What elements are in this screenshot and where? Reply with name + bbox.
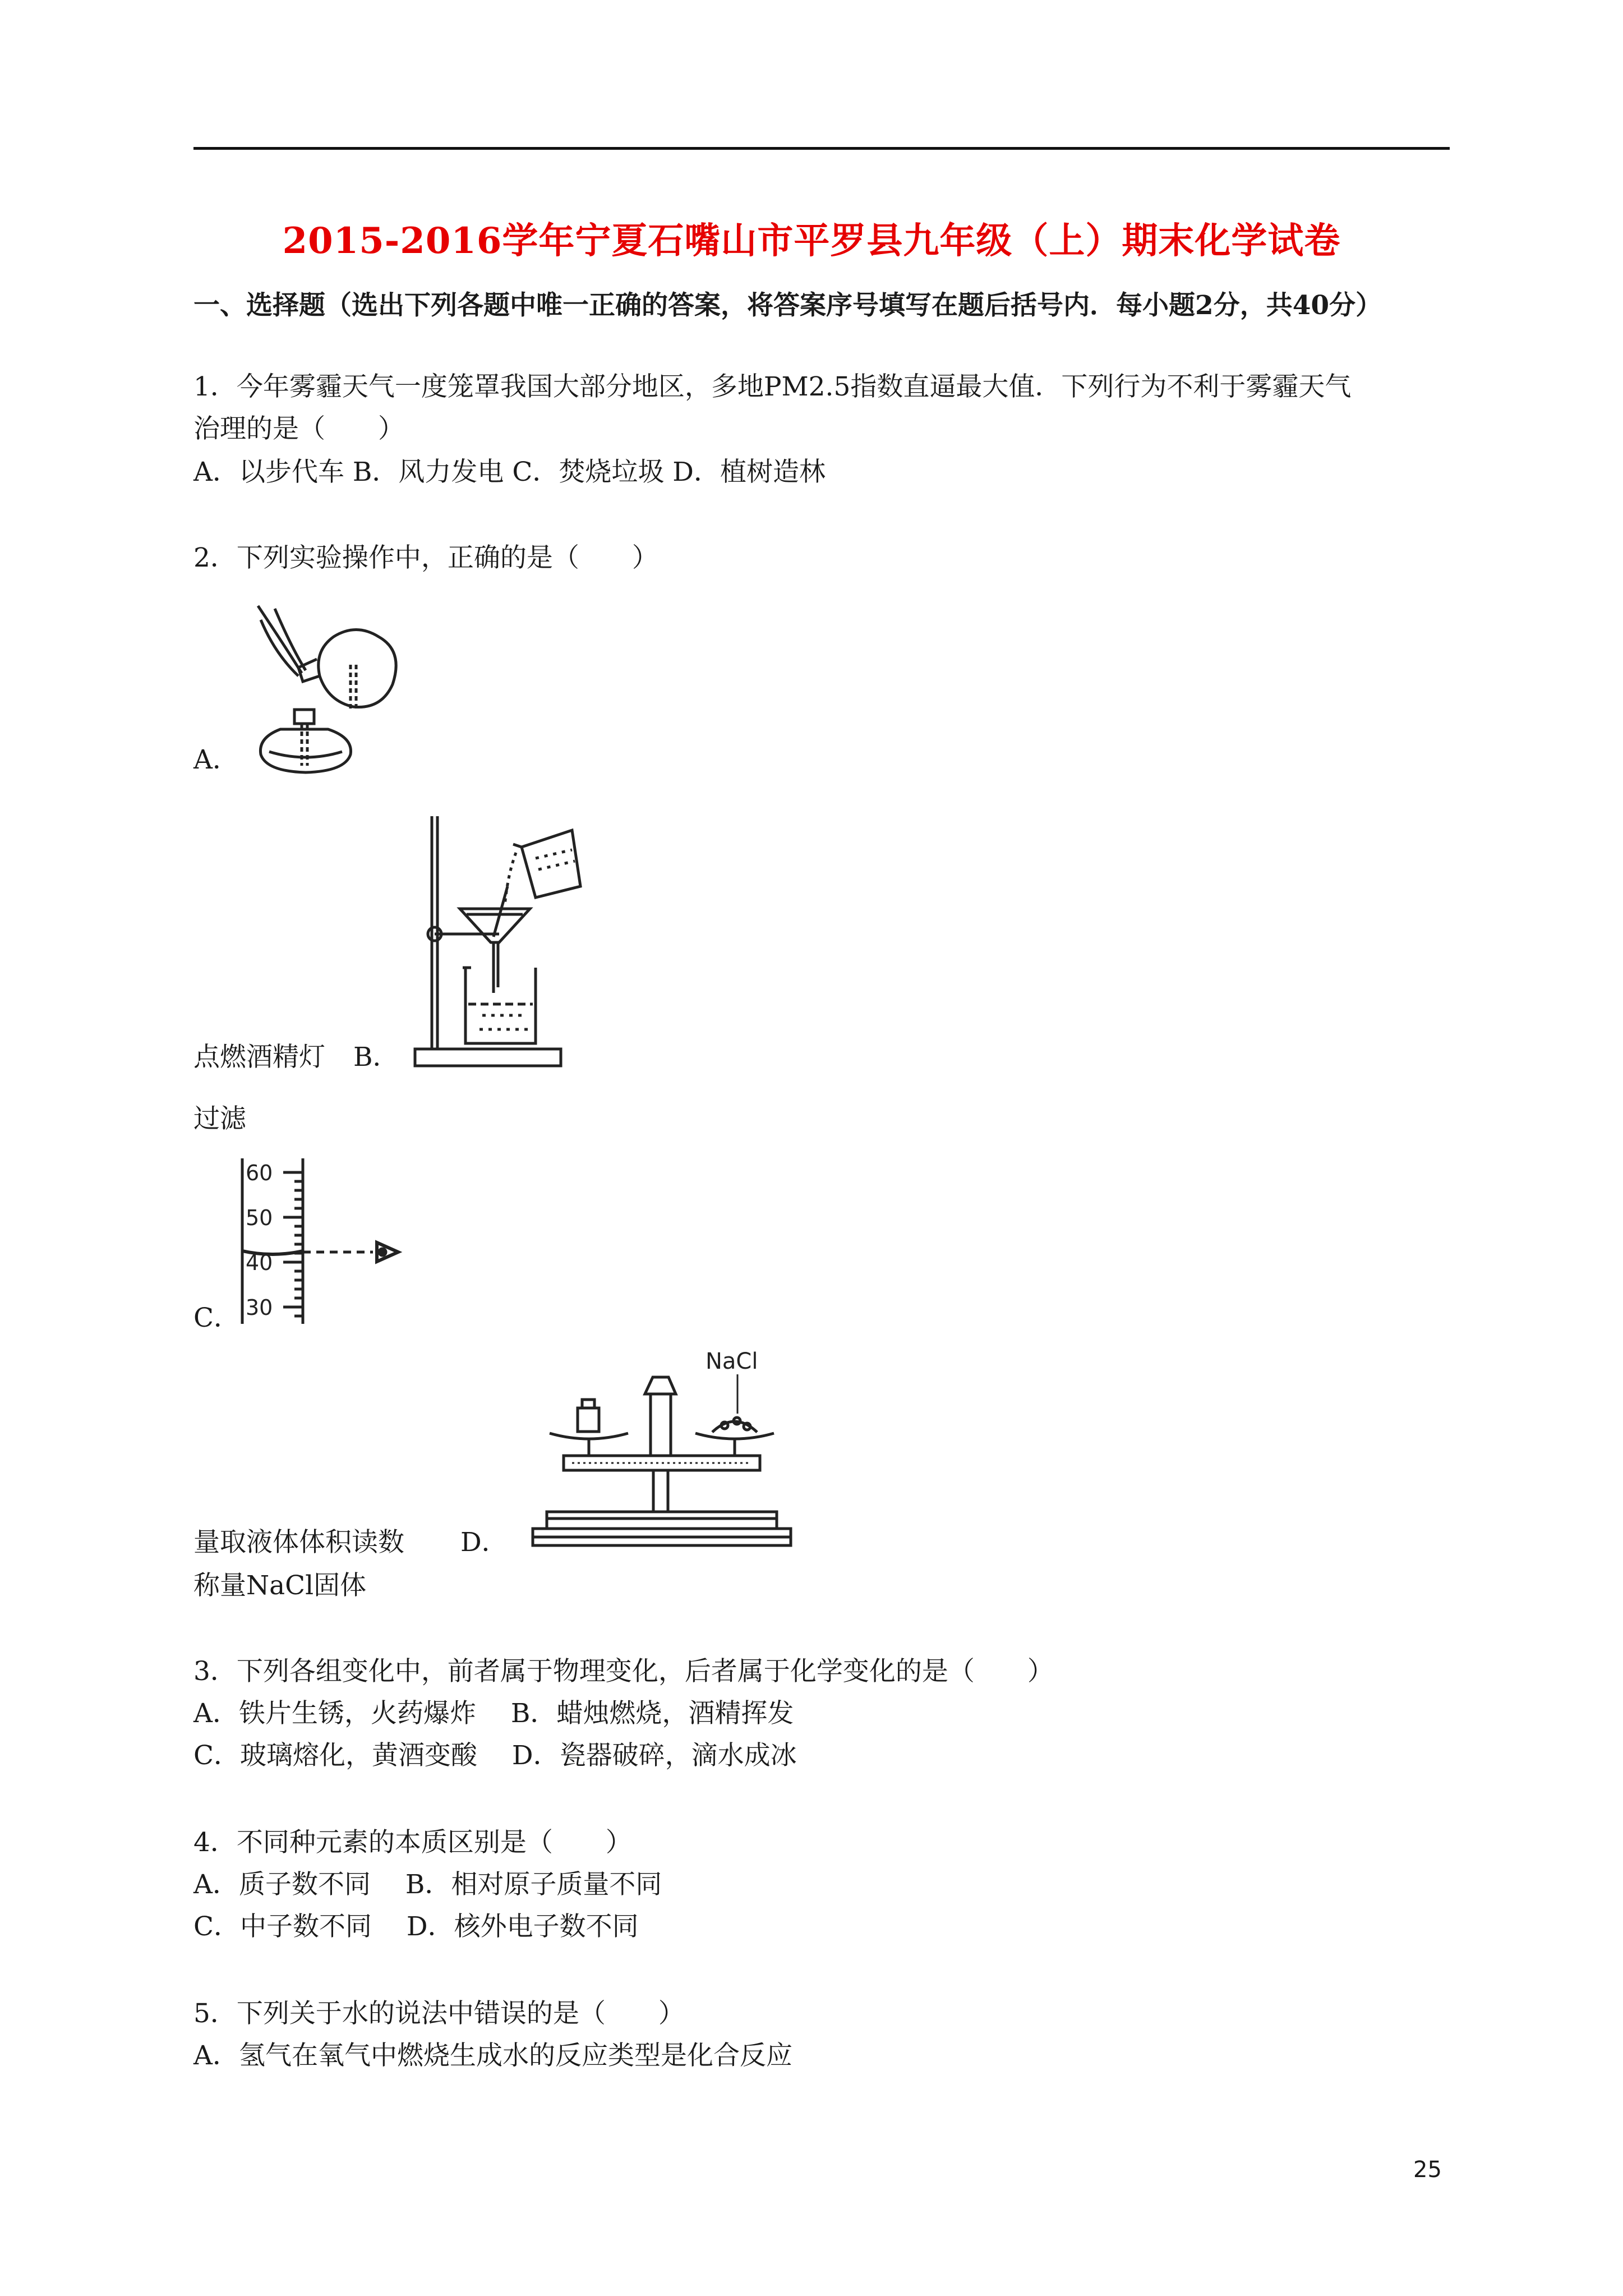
q2-caption-c [193,1526,508,1559]
balance-label-nacl: NaCl [706,1349,758,1374]
section-heading: 一、选择题（选出下列各题中唯一正确的答案，将答案序号填写在题后括号内．每小题2分，共40分） [193,290,1382,321]
q2-caption-a [193,1041,399,1074]
q2-caption-b: 过滤 [193,1103,246,1134]
q2-figure-a [236,597,415,777]
page-title: 2015-2016学年宁夏石嘴山市平罗县九年级（上）期末化学试卷 [282,220,1341,262]
q4-options-line2: C．中子数不同 D．核外电子数不同 [193,1911,639,1942]
cylinder-tick-40: 40 [246,1250,273,1275]
q3-options-line2: C．玻璃熔化，黄酒变酸 D．瓷器破碎，滴水成冰 [193,1740,797,1771]
q1-stem-line2: 治理的是（ ） [193,413,404,444]
q2-figure-d [522,1343,802,1557]
q3-options-line1: A．铁片生锈，火药爆炸 B．蜡烛燃烧，酒精挥发 [193,1698,794,1729]
q5-option-a: A．氢气在氧气中燃烧生成水的反应类型是化合反应 [193,2040,792,2071]
cylinder-tick-60: 60 [246,1161,273,1185]
q1-options: A．以步代车 B．风力发电 C．焚烧垃圾 D．植树造林 [193,457,826,487]
q2-label-a: A． [193,744,239,775]
q2-caption-d: 称量NaCl固体 [193,1570,367,1601]
q2-caption-c-text: 量取液体体积读数 [193,1527,404,1558]
cylinder-tick-30: 30 [246,1295,273,1320]
q4-stem: 4．不同种元素的本质区别是（ ） [193,1827,632,1858]
q3-stem: 3．下列各组变化中，前者属于物理变化，后者属于化学变化的是（ ） [193,1656,1054,1687]
q2-caption-a-text: 点燃酒精灯 [193,1042,325,1073]
q2-label-c: C． [193,1303,240,1333]
q2-stem: 2．下列实验操作中，正确的是（ ） [193,542,658,573]
q4-options-line1: A．质子数不同 B．相对原子质量不同 [193,1869,662,1900]
q5-stem: 5．下列关于水的说法中错误的是（ ） [193,1998,685,2029]
q1-stem-line1: 1．今年雾霾天气一度笼罩我国大部分地区，多地PM2.5指数直逼最大值．下列行为不利于雾霾天气 [193,371,1352,402]
header-rule [193,147,1450,150]
cylinder-tick-50: 50 [246,1205,273,1230]
q2-label-b: B． [353,1042,399,1073]
q2-figure-b [404,808,583,1071]
q2-label-d: D． [460,1527,508,1558]
page-number: 25 [1413,2157,1442,2183]
q2-figure-c [230,1156,415,1329]
